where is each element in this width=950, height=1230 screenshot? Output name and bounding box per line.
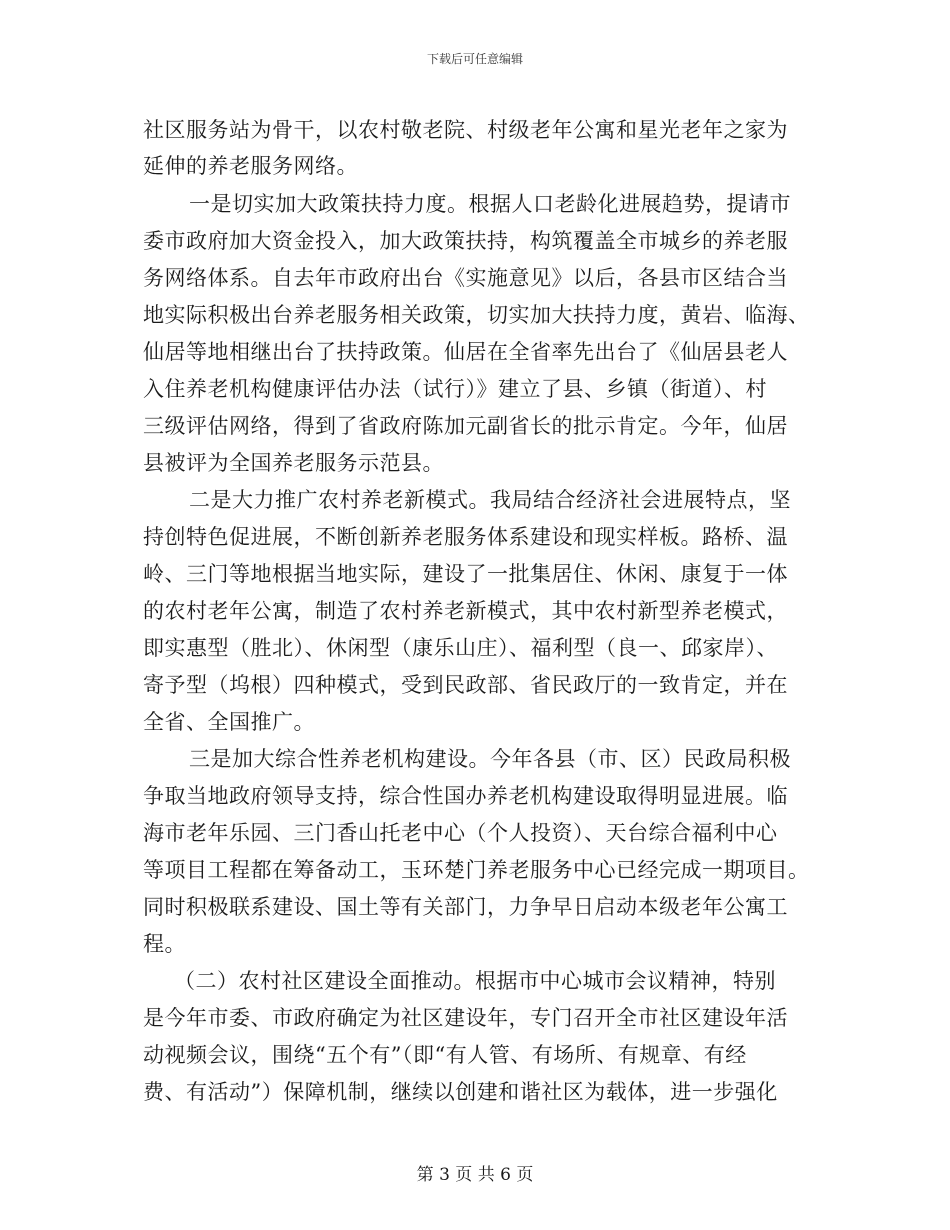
- body-line-text: 三是加大综合性养老机构建设。今年各县（市、区）民政局积极: [189, 747, 791, 771]
- body-line-text: 二是大力推广农村养老新模式。我局结合经济社会进展特点，坚: [189, 488, 791, 512]
- body-line-text: 等项目工程都在筹备动工，玉环楚门养老服务中心已经完成一期项目。: [143, 858, 810, 882]
- body-line-text: （二）农村社区建设全面推动。根据市中心城市会议精神，特别: [174, 969, 776, 993]
- body-line-text: 务网络体系。自去年市政府出台《实施意见》以后，各县市区结合当: [143, 266, 788, 290]
- body-line-text: 即实惠型（胜北）、休闲型（康乐山庄）、福利型（良一、邱家岸）、: [143, 636, 778, 660]
- body-line-text: 入住养老机构健康评估办法（试行）》建立了县、乡镇（街道）、村: [143, 377, 767, 401]
- body-line-text: 是今年市委、市政府确定为社区建设年，专门召开全市社区建设年活: [143, 1006, 788, 1030]
- body-line-text: 程。: [143, 932, 186, 956]
- body-line-text: 持创特色促进展，不断创新养老服务体系建设和现实样板。路桥、温: [143, 525, 788, 549]
- body-line-text: 岭、三门等地根据当地实际，建设了一批集居住、休闲、康复于一体: [143, 562, 788, 586]
- body-line-text: 的农村老年公寓，制造了农村养老新模式，其中农村新型养老模式，: [143, 599, 788, 623]
- body-line-text: 动视频会议，围绕“五个有”（即“有人管、有场所、有规章、有经: [143, 1043, 747, 1067]
- body-line-text: 县被评为全国养老服务示范县。: [143, 451, 444, 475]
- body-line-text: 地实际积极出台养老服务相关政策，切实加大扶持力度，黄岩、临海、: [143, 303, 810, 327]
- body-line-text: 争取当地政府领导支持，综合性国办养老机构建设取得明显进展。临: [143, 784, 788, 808]
- body-line-text: 仙居等地相继出台了扶持政策。仙居在全省率先出台了《仙居县老人: [143, 340, 788, 364]
- body-line-text: 延伸的养老服务网络。: [143, 154, 358, 178]
- body-line-text: 一是切实加大政策扶持力度。根据人口老龄化进展趋势，提请市: [189, 192, 791, 216]
- body-line-text: 海市老年乐园、三门香山托老中心（个人投资）、天台综合福利中心: [143, 821, 778, 845]
- body-line-text: 同时积极联系建设、国土等有关部门，力争早日启动本级老年公寓工: [143, 895, 788, 919]
- body-line-text: 委市政府加大资金投入，加大政策扶持，构筑覆盖全市城乡的养老服: [143, 229, 788, 253]
- body-line-text: 社区服务站为骨干，以农村敬老院、村级老年公寓和星光老年之家为: [143, 118, 788, 142]
- page-header-note: 下载后可任意编辑: [426, 52, 523, 66]
- body-line-text: 费、有活动”）保障机制，继续以创建和谐社区为载体，进一步强化: [143, 1080, 778, 1104]
- page-number-footer: 第 3 页 共 6 页: [416, 1165, 534, 1185]
- body-line-text: 三级评估网络，得到了省政府陈加元副省长的批示肯定。今年，仙居: [143, 414, 788, 438]
- body-line-text: 全省、全国推广。: [143, 710, 315, 734]
- body-line-text: 寄予型（坞根）四种模式，受到民政部、省民政厅的一致肯定，并在: [143, 673, 788, 697]
